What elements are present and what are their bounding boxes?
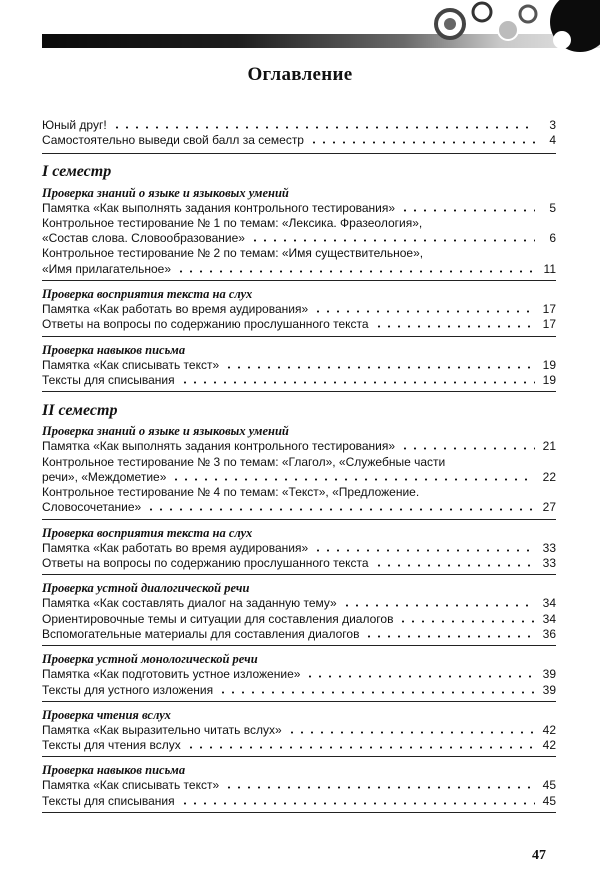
toc-entry[interactable]: Ответы на вопросы по содержанию прослушанного текста 33 (42, 556, 556, 571)
separator (42, 153, 556, 154)
toc-entry[interactable]: Памятка «Как выполнять задания контрольного тестирования» 5 (42, 200, 556, 215)
toc-entry[interactable]: Памятка «Как работать во время аудирования» 33 (42, 540, 556, 555)
separator (42, 280, 556, 281)
toc-entry[interactable]: Ответы на вопросы по содержанию прослушанного текста 17 (42, 317, 556, 332)
toc-entry[interactable]: Тексты для устного изложения 39 (42, 682, 556, 697)
toc-entry[interactable]: Словосочетание» 27 (42, 500, 556, 515)
page-number: 47 (532, 848, 546, 863)
separator (42, 812, 556, 813)
toc-entry[interactable]: Ориентировочные темы и ситуации для составления диалогов 34 (42, 611, 556, 626)
semester-heading: I семестр (42, 162, 112, 180)
toc-entry[interactable]: Памятка «Как составлять диалог на заданную тему» 34 (42, 596, 556, 611)
separator (42, 756, 556, 757)
toc-entry[interactable]: Тексты для чтения вслух 42 (42, 738, 556, 753)
section-heading: Проверка устной диалогической речи (42, 581, 250, 596)
toc-entry-line: Контрольное тестирование № 1 по темам: «Лексика. Фразеология», (42, 215, 423, 230)
separator (42, 519, 556, 520)
section-heading: Проверка знаний о языке и языковых умений (42, 185, 289, 200)
toc-entry[interactable]: Памятка «Как подготовить устное изложение» 39 (42, 667, 556, 682)
separator (42, 336, 556, 337)
toc-entry[interactable]: Юный друг! 3 (42, 118, 556, 132)
toc-entry-line: Контрольное тестирование № 3 по темам: «Глагол», «Служебные части (42, 454, 446, 469)
page-title: Оглавление (247, 64, 353, 85)
section-heading: Проверка восприятия текста на слух (42, 287, 253, 302)
toc-entry[interactable]: Памятка «Как списывать текст» 45 (42, 778, 556, 793)
toc-entry[interactable]: Памятка «Как выполнять задания контрольного тестирования» 21 (42, 439, 556, 454)
section-heading: Проверка чтения вслух (42, 707, 171, 722)
toc-entry[interactable]: «Имя прилагательное» 11 (42, 261, 556, 276)
section-heading: Проверка знаний о языке и языковых умений (42, 424, 289, 439)
separator (42, 391, 556, 392)
section-heading: Проверка восприятия текста на слух (42, 525, 253, 540)
separator (42, 574, 556, 575)
section-heading: Проверка навыков письма (42, 342, 186, 357)
toc-entry[interactable]: Памятка «Как работать во время аудирования» 17 (42, 302, 556, 317)
decorative-circles-icon (410, 0, 600, 60)
toc-entry[interactable]: Тексты для списывания 19 (42, 372, 556, 387)
separator (42, 645, 556, 646)
toc-entry-line: Контрольное тестирование № 2 по темам: «Имя существительное», (42, 246, 424, 261)
toc-entry[interactable]: Памятка «Как списывать текст» 19 (42, 357, 556, 372)
toc-entry[interactable]: Самостоятельно выведи свой балл за семестр 4 (42, 133, 556, 148)
toc-entry-line: Контрольное тестирование № 4 по темам: «Текст», «Предложение. (42, 485, 420, 500)
toc-entry[interactable]: Тексты для списывания 45 (42, 793, 556, 808)
section-heading: Проверка навыков письма (42, 763, 186, 778)
section-heading: Проверка устной монологической речи (42, 652, 258, 667)
separator (42, 701, 556, 702)
toc-entry[interactable]: Вспомогательные материалы для составления диалогов 36 (42, 626, 556, 641)
table-of-contents (42, 118, 556, 813)
toc-entry[interactable]: Памятка «Как выразительно читать вслух» 42 (42, 722, 556, 737)
toc-entry[interactable]: речи», «Междометие» 22 (42, 469, 556, 484)
toc-entry[interactable]: «Состав слова. Словообразование» 6 (42, 231, 556, 246)
semester-heading: II семестр (42, 402, 118, 420)
